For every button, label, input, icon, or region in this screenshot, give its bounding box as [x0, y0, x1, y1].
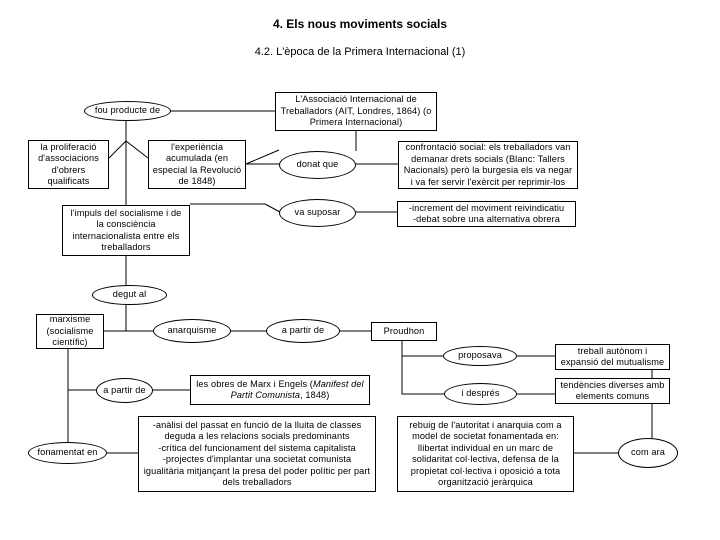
page-subtitle: 4.2. L'època de la Primera Internacional (1) [254, 46, 466, 58]
connector [109, 141, 126, 158]
connector [402, 341, 443, 356]
com-ara-oval: com ara [618, 438, 678, 468]
experiencia-box: l'experiència acumulada (en especial la Revolució de 1848) [148, 140, 246, 189]
page-title: 4. Els nous moviments socials [272, 17, 448, 31]
connector [402, 356, 444, 394]
va-suposar-oval: va suposar [279, 199, 356, 227]
marxisme-box: marxisme (socialisme científic) [36, 314, 104, 349]
increment-box: -increment del moviment reivindicatiu -debat sobre una alternativa obrera [397, 201, 576, 227]
connector [246, 150, 279, 164]
proposava-oval: proposava [443, 346, 517, 366]
connector [265, 204, 280, 212]
obres-marx-text-italic: Manifest del Partit Comunista [230, 378, 364, 400]
confrontacio-box: confrontació social: els treballadors van demanar drets socials (Blanc: Tallers Nacionals) però la burgesia els va negar i va fer servir l'exèrcit per reprimir-los [398, 141, 578, 189]
a-partir-de-oval-1: a partir de [266, 319, 340, 343]
fonamentat-en-oval: fonamentat en [28, 442, 107, 464]
impuls-box: l'impuls del socialisme i de la consciència internacionalista entre els treballadors [62, 205, 190, 256]
tendencies-box: tendències diverses amb elements comuns [555, 378, 670, 404]
connector [126, 141, 148, 158]
proliferacio-box: la proliferació d'associacions d'obrers qualificats [28, 140, 109, 189]
treball-autonom-box: treball autònom i expansió del mutualisme [555, 344, 670, 370]
rebuig-box: rebuig de l'autoritat i anarquia com a model de societat fonamentada en: llibertat individual en un marc de solidaritat col·lectiva, defensa de la propietat col·lectiva i oposició a tota organització jeràrquica [397, 416, 574, 492]
a-partir-de-oval-2: a partir de [96, 378, 153, 403]
ait-box: L'Associació Internacional de Treballadors (AIT, Londres, 1864) (o Primera Internacional) [275, 92, 437, 131]
obres-marx-engels-box [190, 375, 370, 405]
proudhon-box: Proudhon [371, 322, 437, 341]
i-despres-oval: i després [444, 383, 517, 405]
analisi-box: -anàlisi del passat en funció de la lluita de classes deguda a les relacions socials predominants -crítica del funcionament del sistema capitalista -projectes d'implantar una societat comunista igualitària mitjançant la presa del poder polític per part dels treballadors [138, 416, 376, 492]
fou-producte-de-oval: fou producte de [84, 101, 171, 121]
anarquisme-oval: anarquisme [153, 319, 231, 343]
degut-al-oval: degut al [92, 285, 167, 305]
obres-marx-text-pre: les obres de Marx i Engels ( [196, 378, 313, 389]
donat-que-oval: donat que [279, 151, 356, 179]
obres-marx-text-post: , 1848) [300, 390, 330, 400]
